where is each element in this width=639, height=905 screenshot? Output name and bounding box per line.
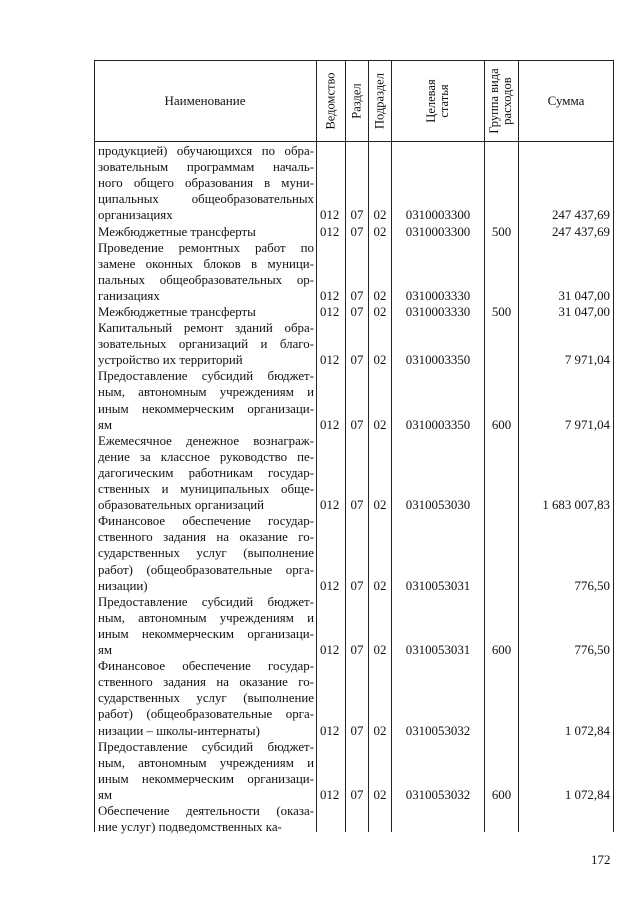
cell-target: 0310003330 (405, 305, 471, 319)
cell-target: 0310003300 (405, 208, 471, 223)
cell-name-line: ганизациях (98, 288, 160, 303)
cell-name-line: Капитальный ремонт зданий обра- (98, 321, 314, 336)
cell-name-line: замене оконных блоков в муници- (98, 256, 314, 271)
cell-expense-group: 600 (491, 417, 512, 432)
cell-ministry: 012 (320, 417, 340, 432)
cell-name-line: ным, автономным учреждениям и (98, 610, 314, 625)
header-sum: Сумма (547, 92, 585, 108)
table-row (94, 433, 614, 514)
cell-subsection: 02 (373, 353, 387, 368)
table-row (94, 304, 614, 320)
table-row (94, 594, 614, 658)
cell-expense-group: 600 (491, 787, 512, 802)
cell-name-line: Межбюджетные трансферты (98, 224, 256, 239)
cell-sum: 247 437,69 (551, 224, 610, 239)
header-name: Наименование (164, 92, 246, 108)
cell-section: 07 (350, 288, 364, 303)
cell-name-line: Проведение ремонтных работ по (98, 240, 314, 255)
cell-sum (519, 819, 610, 835)
cell-name-line: Межбюджетные трансферты (98, 305, 256, 319)
cell-sum: 1 072,84 (564, 787, 610, 802)
cell-expense-group (485, 497, 518, 513)
cell-ministry: 012 (320, 353, 340, 368)
cell-section: 07 (350, 417, 364, 432)
header-target: Целевая статья (424, 79, 451, 123)
cell-name-line: ственного задания на оказание го- (98, 530, 314, 545)
table-row (94, 368, 614, 432)
table-row (94, 513, 614, 594)
cell-ministry: 012 (320, 643, 340, 658)
cell-name-line: зовательных организаций и благо- (98, 337, 314, 352)
cell-target: 0310003330 (405, 288, 471, 303)
cell-target (392, 819, 484, 835)
cell-target: 0310053031 (405, 643, 471, 658)
cell-section (346, 819, 368, 835)
cell-target: 0310053030 (405, 498, 471, 513)
cell-section: 07 (350, 498, 364, 513)
cell-name-line: ципальных общеобразовательных (98, 192, 314, 207)
cell-name-line: Предоставление субсидий бюджет- (98, 369, 314, 384)
table-row (94, 320, 614, 368)
cell-name-line: продукцией) обучающихся по обра- (98, 144, 314, 158)
cell-target: 0310003300 (405, 224, 471, 239)
cell-expense-group (485, 723, 518, 739)
cell-sum: 776,50 (574, 578, 610, 593)
cell-expense-group: 500 (491, 224, 512, 239)
cell-name-line: работ) (общеобразовательные орга- (98, 562, 314, 577)
cell-name-line: пальных общеобразовательных ор- (98, 272, 314, 287)
cell-name-line: ным, автономным учреждениям и (98, 385, 314, 400)
cell-subsection: 02 (373, 288, 387, 303)
cell-target: 0310053032 (405, 787, 471, 802)
cell-ministry: 012 (320, 224, 340, 239)
cell-section: 07 (350, 787, 364, 802)
cell-name-line: низации) (98, 578, 148, 593)
cell-target: 0310053031 (405, 578, 471, 593)
cell-subsection (369, 819, 391, 835)
cell-sum: 247 437,69 (551, 208, 610, 223)
table-row (94, 739, 614, 803)
cell-target: 0310003350 (405, 417, 471, 432)
cell-ministry (320, 819, 342, 835)
cell-name-line: дагогическим работникам государ- (98, 465, 314, 480)
page-number: 172 (591, 852, 611, 867)
table-row (94, 658, 614, 739)
cell-expense-group: 600 (491, 643, 512, 658)
cell-ministry: 012 (320, 723, 340, 738)
header-ministry: Ведомство (323, 72, 338, 130)
cell-name-line: Финансовое обеспечение государ- (98, 659, 314, 674)
cell-ministry: 012 (320, 498, 340, 513)
cell-ministry: 012 (320, 208, 340, 223)
cell-section: 07 (350, 224, 364, 239)
cell-name-line: дение за классное руководство пе- (98, 449, 314, 464)
header-section: Раздел (349, 83, 364, 119)
cell-ministry: 012 (320, 288, 340, 303)
cell-sum: 776,50 (574, 643, 610, 658)
cell-expense-group (485, 207, 518, 223)
cell-name-line: работ) (общеобразовательные орга- (98, 707, 314, 722)
cell-name-line: низации – школы-интернаты) (98, 723, 260, 738)
cell-name-line: устройство их территорий (98, 353, 243, 368)
cell-name-line: ям (98, 787, 113, 802)
cell-sum: 7 971,04 (564, 353, 610, 368)
table-row (94, 240, 614, 304)
header-subsection: Подраздел (372, 73, 387, 129)
cell-sum: 31 047,00 (558, 305, 610, 319)
cell-subsection: 02 (373, 578, 387, 593)
cell-expense-group (485, 288, 518, 304)
cell-section: 07 (350, 305, 364, 319)
cell-name-line: сударственных услуг (выполнение (98, 546, 314, 561)
cell-subsection: 02 (373, 787, 387, 802)
table-row (94, 803, 614, 835)
cell-name-line: иным некоммерческим организаци- (98, 771, 314, 786)
cell-section: 07 (350, 723, 364, 738)
cell-section: 07 (350, 578, 364, 593)
cell-name-line: ственного задания на оказание го- (98, 675, 314, 690)
cell-name-line: ние услуг) подведомственных ка- (98, 820, 282, 835)
cell-subsection: 02 (373, 643, 387, 658)
header-expense-group: Группа вида расходов (487, 68, 514, 134)
cell-subsection: 02 (373, 417, 387, 432)
cell-expense-group (485, 819, 518, 835)
cell-name-line: зовательным программам началь- (98, 160, 314, 175)
cell-ministry: 012 (320, 787, 340, 802)
cell-name-line: Ежемесячное денежное вознаграж- (98, 433, 314, 448)
cell-sum: 7 971,04 (564, 417, 610, 432)
cell-name-line: образовательных организаций (98, 498, 265, 513)
table-row (94, 143, 614, 224)
cell-name-line: иным некоммерческим организаци- (98, 401, 314, 416)
cell-section: 07 (350, 643, 364, 658)
cell-name-line: ям (98, 643, 113, 658)
cell-subsection: 02 (373, 208, 387, 223)
cell-subsection: 02 (373, 498, 387, 513)
cell-sum: 31 047,00 (558, 288, 610, 303)
cell-section: 07 (350, 353, 364, 368)
cell-subsection: 02 (373, 305, 387, 319)
cell-target: 0310003350 (405, 353, 471, 368)
cell-name-line: сударственных услуг (выполнение (98, 691, 314, 706)
cell-sum: 1 683 007,83 (542, 498, 610, 513)
cell-target: 0310053032 (405, 723, 471, 738)
cell-name-line: ственных и муниципальных обще- (98, 482, 314, 497)
cell-expense-group: 500 (491, 305, 512, 319)
table-row (94, 224, 614, 240)
cell-expense-group (485, 352, 518, 368)
cell-name-line: Предоставление субсидий бюджет- (98, 594, 314, 609)
cell-ministry: 012 (320, 578, 340, 593)
cell-sum: 1 072,84 (564, 723, 610, 738)
cell-section: 07 (350, 208, 364, 223)
cell-expense-group (485, 578, 518, 594)
cell-name-line: иным некоммерческим организаци- (98, 626, 314, 641)
cell-name-line: Обеспечение деятельности (оказа- (98, 804, 314, 819)
cell-subsection: 02 (373, 723, 387, 738)
cell-ministry: 012 (320, 305, 340, 319)
cell-name-line: ного общего образования в муни- (98, 176, 314, 191)
cell-name-line: Финансовое обеспечение государ- (98, 514, 314, 529)
cell-name-line: организациях (98, 208, 173, 223)
cell-name-line: Предоставление субсидий бюджет- (98, 739, 314, 754)
cell-name-line: ям (98, 417, 113, 432)
cell-name-line: ным, автономным учреждениям и (98, 755, 314, 770)
cell-subsection: 02 (373, 224, 387, 239)
